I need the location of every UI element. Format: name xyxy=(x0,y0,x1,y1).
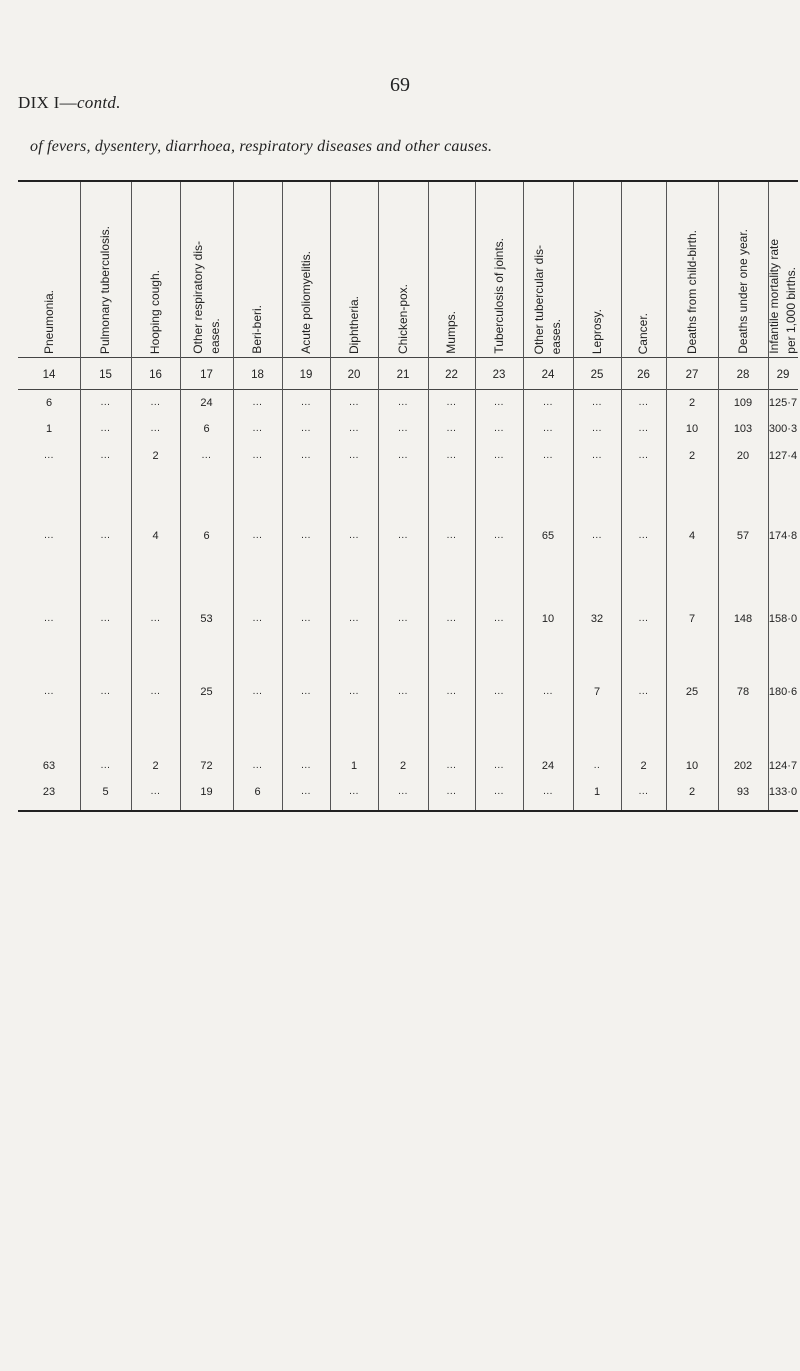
table-cell: ... xyxy=(252,613,263,624)
table-cell: ... xyxy=(638,686,649,697)
table-cell: ... xyxy=(446,686,457,697)
table-cell: 10 xyxy=(541,613,555,625)
column-header xyxy=(18,184,80,354)
column-number: 19 xyxy=(299,369,313,381)
table-cell: ... xyxy=(150,423,161,434)
column-header xyxy=(768,184,798,354)
table-cell: 300·3 xyxy=(768,423,798,435)
column-number: 20 xyxy=(347,369,361,381)
column-header xyxy=(718,184,768,354)
table-cell: 6 xyxy=(203,530,210,542)
table-cell: 32 xyxy=(590,613,604,625)
table-cell: 2 xyxy=(152,760,159,772)
page-number: 69 xyxy=(390,74,410,96)
table-cell: ... xyxy=(301,423,311,434)
appendix-heading xyxy=(18,93,121,113)
table-cell: ... xyxy=(150,397,161,408)
table-cell: ... xyxy=(349,613,359,624)
table-cell: ... xyxy=(150,613,161,624)
table-cell: ... xyxy=(100,450,111,461)
table-cell: ... xyxy=(100,613,111,624)
column-header xyxy=(573,184,621,354)
table-cell: ... xyxy=(592,423,602,434)
numbers-divider xyxy=(18,389,798,390)
table-cell: 57 xyxy=(736,530,750,542)
table-cell: 65 xyxy=(541,530,555,542)
column-number: 16 xyxy=(149,369,162,381)
table-cell: ... xyxy=(446,786,457,797)
table-cell: 4 xyxy=(152,530,159,542)
column-header-label: Other tubercular dis- eases. xyxy=(532,244,563,354)
table-cell: ... xyxy=(543,423,553,434)
table-cell: ... xyxy=(494,450,504,461)
table-cell: 2 xyxy=(152,450,159,462)
table-cell: ... xyxy=(543,450,553,461)
table-cell: ... xyxy=(100,423,111,434)
table-cell: ... xyxy=(100,530,111,541)
column-header-label: Pulmonary tuberculosis. xyxy=(98,225,112,354)
column-number: 24 xyxy=(541,369,555,381)
column-header-label: Mumps. xyxy=(444,311,458,354)
column-header-label: Pneumonia. xyxy=(41,289,56,354)
table-cell: ... xyxy=(543,397,553,408)
table-cell: ... xyxy=(301,613,311,624)
column-header xyxy=(428,184,475,354)
table-cell: ... xyxy=(44,530,54,541)
table-cell: 10 xyxy=(685,423,699,435)
table-cell: 24 xyxy=(200,397,213,409)
header-divider xyxy=(18,357,798,358)
column-number: 27 xyxy=(685,369,699,381)
column-header xyxy=(80,184,131,354)
table-cell: ... xyxy=(301,686,311,697)
column-number: 28 xyxy=(736,369,750,381)
table-cell: ... xyxy=(398,686,408,697)
table-cell: ... xyxy=(398,530,408,541)
table-cell: ... xyxy=(446,760,457,771)
column-number: 26 xyxy=(637,369,650,381)
table-cell: ... xyxy=(592,530,602,541)
column-number: 22 xyxy=(445,369,458,381)
table-cell: ... xyxy=(301,450,311,461)
table-cell: ... xyxy=(638,450,649,461)
table-cell: 72 xyxy=(200,760,213,772)
column-header xyxy=(378,184,428,354)
table-cell: 25 xyxy=(200,686,213,698)
column-header-label: Tuberculosis of joints. xyxy=(491,238,506,354)
table-cell: ... xyxy=(592,397,602,408)
table-cell: 2 xyxy=(640,760,647,772)
table-cell: 63 xyxy=(42,760,56,772)
column-header xyxy=(523,184,573,354)
table-cell: ... xyxy=(301,397,311,408)
table-cell: 133·0 xyxy=(768,786,798,798)
table-cell: 103 xyxy=(733,423,753,435)
column-number: 14 xyxy=(42,369,56,381)
table-cell: 5 xyxy=(102,786,109,798)
table-cell: 20 xyxy=(736,450,750,462)
table-cell: ... xyxy=(44,613,54,624)
table-cell: ... xyxy=(494,530,504,541)
table-cell: 2 xyxy=(688,397,696,409)
mortality-table xyxy=(18,180,798,845)
column-header-label: Leprosy. xyxy=(589,308,604,354)
table-cell: 19 xyxy=(200,786,213,798)
table-cell: 24 xyxy=(541,760,555,772)
table-cell: 7 xyxy=(688,613,696,625)
column-header xyxy=(666,184,718,354)
table-cell: ... xyxy=(494,786,504,797)
table-cell: ... xyxy=(446,613,457,624)
table-cell: 6 xyxy=(254,786,261,798)
table-cell: ... xyxy=(252,450,263,461)
table-cell: ... xyxy=(100,686,111,697)
table-cell: ... xyxy=(301,760,311,771)
table-cell: ... xyxy=(150,686,161,697)
table-cell: 10 xyxy=(685,760,699,772)
table-cell: ... xyxy=(252,423,263,434)
table-cell: 2 xyxy=(399,760,407,772)
table-cell: ... xyxy=(301,786,311,797)
column-header xyxy=(180,184,233,354)
column-number: 29 xyxy=(776,369,790,381)
table-cell: ... xyxy=(252,760,263,771)
table-cell: ... xyxy=(44,450,54,461)
table-cell: 124·7 xyxy=(768,760,798,772)
table-cell: ... xyxy=(592,450,602,461)
table-cell: ... xyxy=(349,786,359,797)
column-header-label: Diphtheria. xyxy=(346,295,361,354)
table-cell: 2 xyxy=(688,786,696,798)
table-cell: ... xyxy=(349,686,359,697)
table-cell: ... xyxy=(44,686,54,697)
table-cell: 25 xyxy=(685,686,699,698)
table-cell: 109 xyxy=(733,397,753,409)
table-cell: ... xyxy=(543,686,553,697)
table-cell: ... xyxy=(398,450,408,461)
table-cell: ... xyxy=(494,686,504,697)
table-cell: 1 xyxy=(593,786,601,798)
table-cell: 158·0 xyxy=(768,613,798,625)
table-cell: ... xyxy=(398,613,408,624)
table-cell: ... xyxy=(100,760,111,771)
column-header-label: Cancer. xyxy=(636,312,650,354)
table-cell: ... xyxy=(398,397,408,408)
table-bottom-rule xyxy=(18,810,798,812)
table-cell: ... xyxy=(446,530,457,541)
table-cell: .. xyxy=(593,760,601,771)
column-number: 17 xyxy=(200,369,213,381)
table-cell: 6 xyxy=(45,397,53,409)
table-cell: ... xyxy=(638,613,649,624)
table-cell: 174·8 xyxy=(768,530,798,542)
table-cell: 202 xyxy=(733,760,753,772)
table-cell: ... xyxy=(349,450,359,461)
table-cell: 148 xyxy=(733,613,753,625)
table-cell: ... xyxy=(349,423,359,434)
table-cell: ... xyxy=(543,786,553,797)
table-cell: 1 xyxy=(350,760,358,772)
table-cell: ... xyxy=(638,397,649,408)
table-cell: ... xyxy=(100,397,111,408)
table-cell: ... xyxy=(398,423,408,434)
table-cell: 6 xyxy=(203,423,210,435)
table-cell: 78 xyxy=(736,686,750,698)
table-cell: 127·4 xyxy=(768,450,798,462)
table-cell: ... xyxy=(638,786,649,797)
table-cell: ... xyxy=(252,530,263,541)
table-top-rule xyxy=(18,180,798,182)
column-header-label: Infantile mortality rate per 1,000 births. xyxy=(767,239,798,354)
table-cell: 53 xyxy=(200,613,213,625)
column-header xyxy=(621,184,666,354)
table-cell: 4 xyxy=(688,530,696,542)
column-header-label: Hooping cough. xyxy=(148,269,162,354)
table-cell: ... xyxy=(201,450,212,461)
table-cell: 93 xyxy=(736,786,750,798)
column-number: 25 xyxy=(590,369,604,381)
heading-prefix: DIX I— xyxy=(18,93,77,112)
table-subtitle: of fevers, dysentery, diarrhoea, respiratory diseases and other causes. xyxy=(30,138,493,155)
column-header-label: Chicken-pox. xyxy=(395,283,410,354)
table-cell: ... xyxy=(349,397,359,408)
table-cell: 2 xyxy=(688,450,696,462)
column-number: 18 xyxy=(251,369,264,381)
table-cell: 7 xyxy=(593,686,601,698)
column-header-label: Beri-beri. xyxy=(250,305,264,354)
column-header-label: Deaths under one year. xyxy=(735,229,750,354)
table-cell: ... xyxy=(494,760,504,771)
table-cell: ... xyxy=(150,786,161,797)
table-cell: ... xyxy=(349,530,359,541)
column-number: 21 xyxy=(396,369,410,381)
table-cell: ... xyxy=(398,786,408,797)
table-cell: ... xyxy=(446,450,457,461)
table-cell: 23 xyxy=(42,786,56,798)
table-cell: 180·6 xyxy=(768,686,798,698)
table-cell: ... xyxy=(446,397,457,408)
table-cell: 125·7 xyxy=(768,397,798,409)
table-cell: ... xyxy=(252,397,263,408)
column-header xyxy=(282,184,330,354)
table-cell: ... xyxy=(494,397,504,408)
table-cell: ... xyxy=(252,686,263,697)
table-cell: ... xyxy=(494,613,504,624)
table-cell: 1 xyxy=(45,423,53,435)
column-header xyxy=(233,184,282,354)
column-header xyxy=(475,184,523,354)
table-cell: ... xyxy=(638,530,649,541)
table-cell: ... xyxy=(446,423,457,434)
column-header-label: Other respiratory dis- eases. xyxy=(190,241,222,354)
table-cell: ... xyxy=(301,530,311,541)
table-cell: ... xyxy=(494,423,504,434)
column-header xyxy=(131,184,180,354)
heading-contd: contd. xyxy=(76,93,121,112)
table-cell: ... xyxy=(638,423,649,434)
column-header-label: Acute poliomyelitis. xyxy=(298,251,313,354)
column-header-label: Deaths from child-birth. xyxy=(684,229,699,354)
column-number: 15 xyxy=(99,369,112,381)
column-number: 23 xyxy=(492,369,506,381)
column-header xyxy=(330,184,378,354)
